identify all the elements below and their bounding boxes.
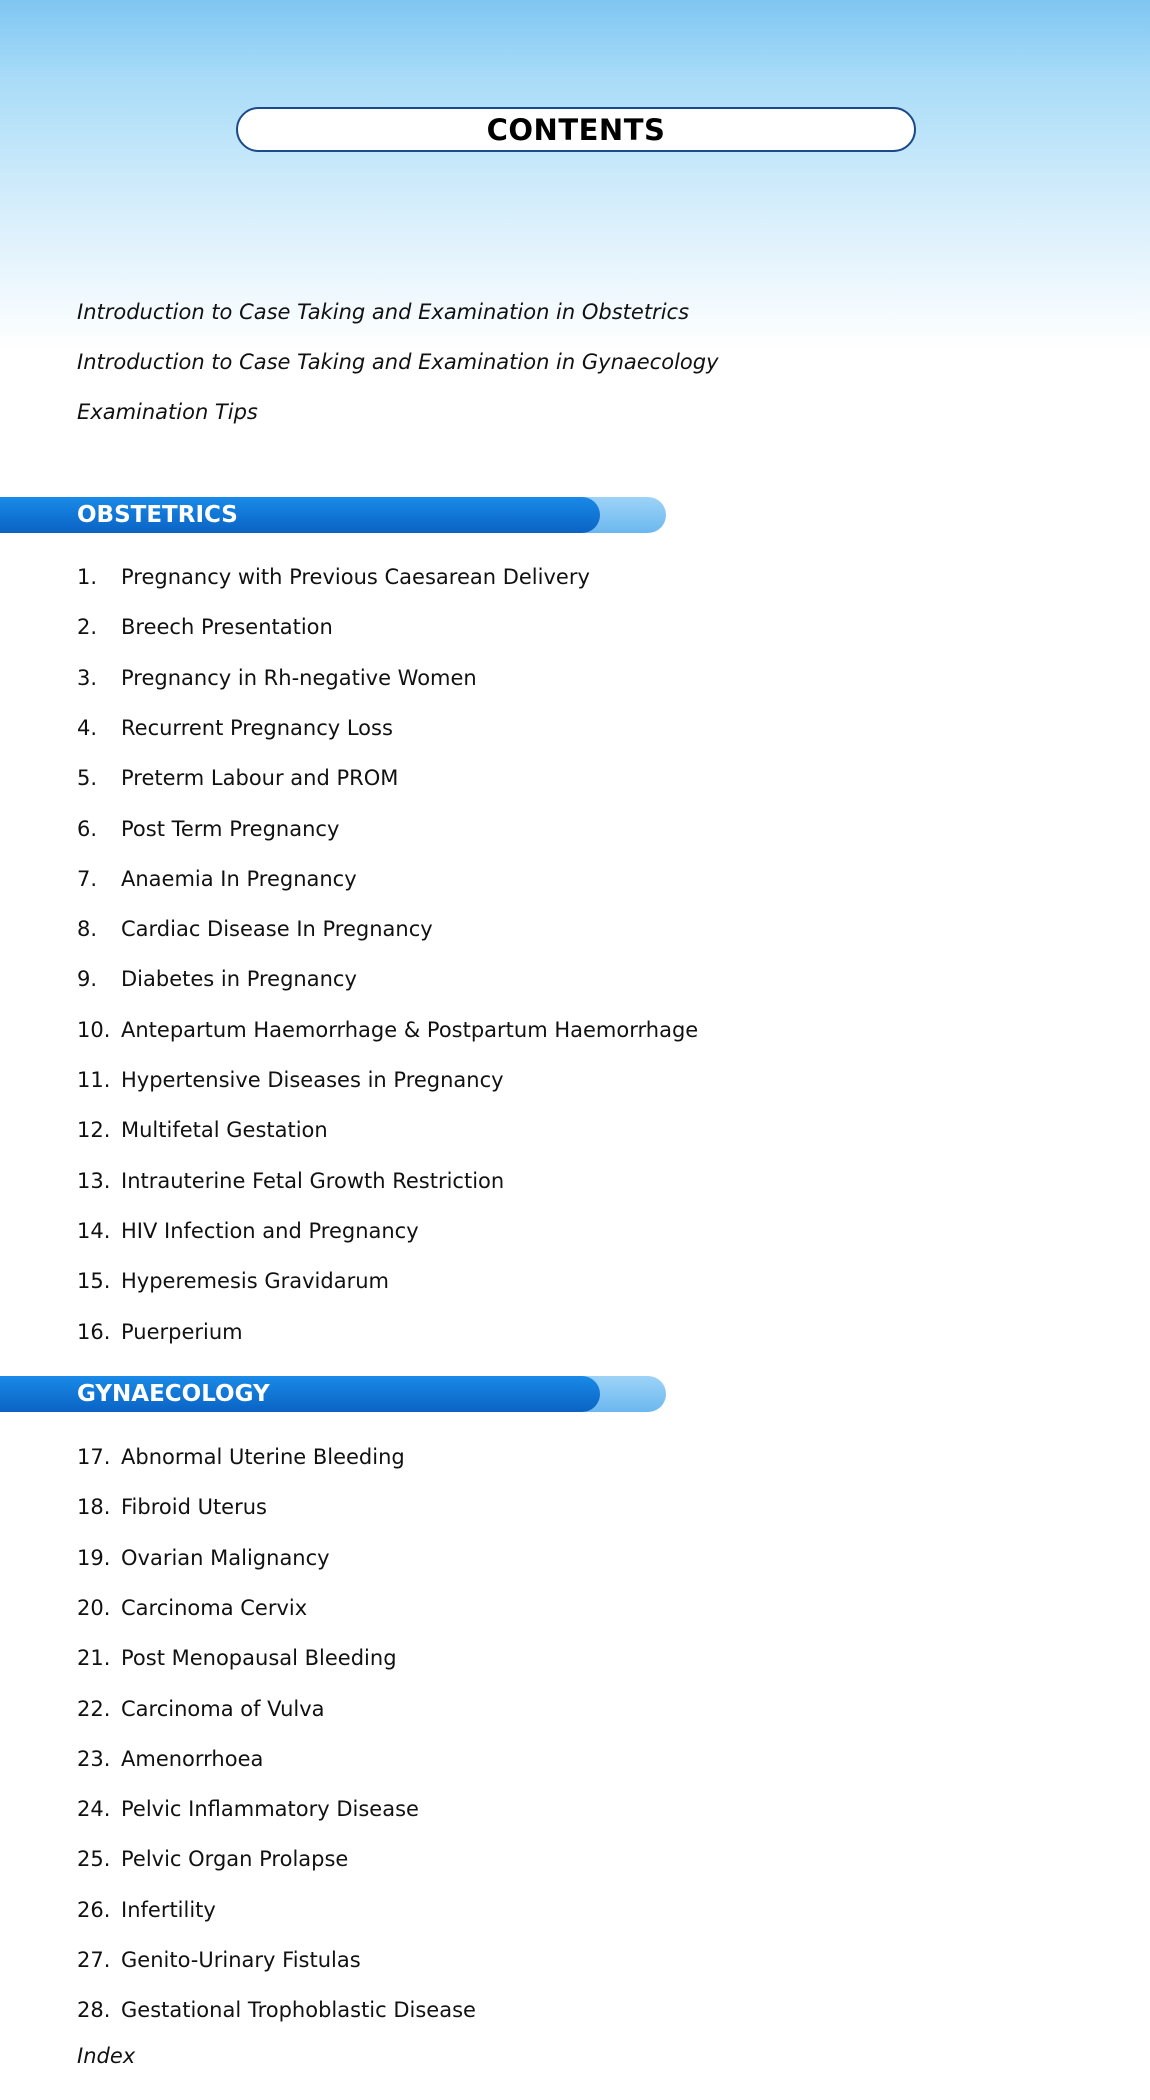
toc-entry-title: Pregnancy in Rh-negative Women <box>121 665 477 690</box>
toc-entry-number: 1. <box>77 565 98 589</box>
intro-item-obstetrics[interactable]: Introduction to Case Taking and Examination in Obstetrics <box>77 300 690 324</box>
toc-entry-number: 25. <box>77 1847 111 1872</box>
toc-entry-number: 12. <box>77 1118 111 1143</box>
section-heading-label: GYNAECOLOGY <box>77 1381 270 1407</box>
title-frame <box>236 107 916 152</box>
intro-item-examination-tips[interactable]: Examination Tips <box>77 400 258 424</box>
toc-entry-title: Antepartum Haemorrhage & Postpartum Haemorrhage <box>121 1017 699 1042</box>
toc-entry[interactable] <box>77 713 393 743</box>
toc-entry-number: 7. <box>77 866 98 891</box>
toc-entry-title: HIV Infection and Pregnancy <box>121 1218 419 1243</box>
toc-entry[interactable] <box>77 1216 419 1246</box>
toc-entry-number: 15. <box>77 1269 111 1294</box>
toc-entry-number: 9. <box>77 967 98 992</box>
toc-entry-number: 13. <box>77 1168 111 1193</box>
toc-entry[interactable] <box>77 1166 504 1196</box>
toc-entry[interactable] <box>77 1015 698 1045</box>
toc-entry-title: Preterm Labour and PROM <box>121 766 399 791</box>
section-heading-gynaecology <box>0 1376 666 1412</box>
toc-entry-title: Pelvic Organ Prolapse <box>121 1847 349 1872</box>
toc-entry[interactable] <box>77 763 398 793</box>
toc-entry[interactable] <box>77 1442 405 1472</box>
toc-entry[interactable] <box>77 562 590 592</box>
toc-entry-number: 10. <box>77 1017 111 1042</box>
toc-entry-number: 27. <box>77 1948 111 1972</box>
toc-entry-title: Infertility <box>121 1897 216 1922</box>
toc-entry[interactable] <box>77 1065 504 1095</box>
toc-entry[interactable] <box>77 1744 263 1774</box>
toc-entry[interactable] <box>77 1115 328 1145</box>
toc-entry-number: 3. <box>77 665 98 690</box>
toc-entry[interactable] <box>77 663 477 693</box>
toc-entry-number: 18. <box>77 1495 111 1520</box>
toc-entry-number: 2. <box>77 615 98 640</box>
toc-entry-title: Carcinoma of Vulva <box>121 1696 325 1721</box>
toc-entry[interactable] <box>77 1844 348 1874</box>
toc-entry-title: Recurrent Pregnancy Loss <box>121 715 393 740</box>
toc-entry-number: 17. <box>77 1445 111 1469</box>
toc-entry-title: Pregnancy with Previous Caesarean Delivery <box>121 565 590 589</box>
toc-entry[interactable] <box>77 1492 267 1522</box>
toc-entry-number: 14. <box>77 1218 111 1243</box>
toc-entry-title: Fibroid Uterus <box>121 1495 267 1520</box>
toc-entry[interactable] <box>77 612 333 642</box>
toc-entry-title: Gestational Trophoblastic Disease <box>121 1998 476 2023</box>
toc-entry[interactable] <box>77 964 357 994</box>
toc-entry[interactable] <box>77 1643 397 1673</box>
toc-entry-number: 22. <box>77 1696 111 1721</box>
toc-entry-number: 26. <box>77 1897 111 1922</box>
toc-entry-title: Cardiac Disease In Pregnancy <box>121 917 433 942</box>
section-heading-obstetrics <box>0 497 666 533</box>
toc-entry-number: 8. <box>77 917 98 942</box>
toc-entry-title: Hypertensive Diseases in Pregnancy <box>121 1068 504 1092</box>
toc-entry-title: Carcinoma Cervix <box>121 1595 308 1620</box>
index-link[interactable]: Index <box>77 2044 136 2068</box>
toc-entry[interactable] <box>77 1694 325 1724</box>
toc-entry-number: 11. <box>77 1068 111 1092</box>
toc-entry[interactable] <box>77 814 339 844</box>
toc-entry[interactable] <box>77 1945 361 1975</box>
toc-entry[interactable] <box>77 864 357 894</box>
toc-entry-title: Puerperium <box>121 1319 243 1344</box>
toc-entry-number: 5. <box>77 766 98 791</box>
toc-entry[interactable] <box>77 1266 389 1296</box>
toc-entry-title: Breech Presentation <box>121 615 333 640</box>
toc-entry-title: Genito-Urinary Fistulas <box>121 1948 361 1972</box>
toc-entry-title: Post Menopausal Bleeding <box>121 1646 397 1671</box>
toc-entry-title: Diabetes in Pregnancy <box>121 967 357 992</box>
toc-entry-title: Hyperemesis Gravidarum <box>121 1269 389 1294</box>
toc-entry-title: Amenorrhoea <box>121 1746 264 1771</box>
toc-entry-number: 16. <box>77 1319 111 1344</box>
toc-entry[interactable] <box>77 1317 243 1347</box>
toc-entry-number: 4. <box>77 715 98 740</box>
toc-entry[interactable] <box>77 1543 330 1573</box>
toc-entry-number: 6. <box>77 816 98 841</box>
toc-entry-number: 23. <box>77 1746 111 1771</box>
toc-entry-title: Pelvic Inflammatory Disease <box>121 1797 419 1822</box>
toc-entry-number: 28. <box>77 1998 111 2023</box>
toc-entry[interactable] <box>77 1593 307 1623</box>
toc-entry-number: 21. <box>77 1646 111 1671</box>
toc-entry-title: Post Term Pregnancy <box>121 816 340 841</box>
toc-entry[interactable] <box>77 1995 476 2025</box>
intro-item-gynaecology[interactable]: Introduction to Case Taking and Examination in Gynaecology <box>77 350 719 374</box>
toc-entry-number: 24. <box>77 1797 111 1822</box>
toc-entry-title: Intrauterine Fetal Growth Restriction <box>121 1168 505 1193</box>
toc-entry-title: Anaemia In Pregnancy <box>121 866 357 891</box>
toc-entry[interactable] <box>77 1794 419 1824</box>
toc-entry-title: Abnormal Uterine Bleeding <box>121 1445 405 1469</box>
section-heading-label: OBSTETRICS <box>77 502 238 528</box>
toc-entry[interactable] <box>77 914 433 944</box>
page-title: CONTENTS <box>486 112 666 147</box>
toc-entry-number: 19. <box>77 1545 111 1570</box>
toc-entry-title: Multifetal Gestation <box>121 1118 328 1143</box>
toc-entry[interactable] <box>77 1895 216 1925</box>
toc-entry-number: 20. <box>77 1595 111 1620</box>
toc-entry-title: Ovarian Malignancy <box>121 1545 330 1570</box>
